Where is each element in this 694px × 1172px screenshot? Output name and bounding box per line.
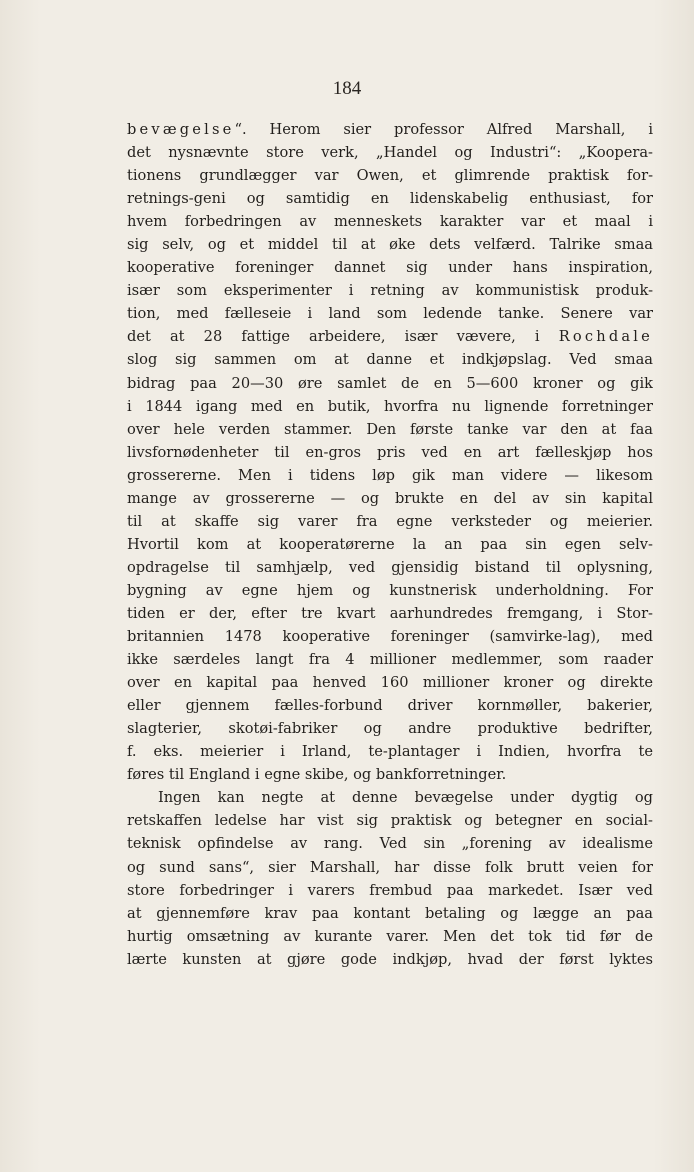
text-line: f. eks. meierier i Irland, te-plantager i Indien, hvorfra te (127, 743, 653, 761)
text-line (127, 325, 653, 348)
text-line: over en kapital paa henved 160 millioner kroner og direkte (127, 674, 653, 692)
text-line: tionens grundlægger var Owen, et glimrende praktisk for- (127, 167, 653, 185)
text-line: eller gjennem fælles-forbund driver kornmøller, bakerier, (127, 697, 653, 715)
line-text: det at 28 fattige arbeidere, især vævere, i (127, 328, 540, 346)
text-line: og sund sans“, sier Marshall, har disse folk brutt veien for (127, 858, 653, 876)
text-line: teknisk opfindelse av rang. Ved sin „forening av idealisme (127, 835, 653, 853)
text-line (127, 118, 653, 141)
text-line: Ingen kan negte at denne bevægelse under dygtig og (158, 789, 653, 807)
text-line: at gjennemføre krav paa kontant betaling og lægge an paa (127, 904, 653, 922)
text-line: tiden er der, efter tre kvart aarhundredes fremgang, i Stor- (127, 604, 653, 622)
line-text: “. Herom sier professor Alfred Marshall, i (234, 121, 653, 138)
text-line: det nysnævnte store verk, „Handel og Industri“: „Koopera- (127, 144, 653, 162)
text-line: slog sig sammen om at danne et indkjøpslag. Ved smaa (127, 351, 653, 369)
text-line: ikke særdeles langt fra 4 millioner medlemmer, som raader (127, 651, 653, 669)
text-line: lærte kunsten at gjøre gode indkjøp, hvad der først lyktes (127, 950, 653, 968)
text-line: over hele verden stammer. Den første tanke var den at faa (127, 420, 653, 438)
body-text (127, 118, 653, 971)
text-line: retnings-geni og samtidig en lidenskabelig enthusiast, for (127, 190, 653, 208)
paragraph-1 (127, 118, 653, 786)
text-line: opdragelse til samhjælp, ved gjensidig bistand til oplysning, (127, 558, 653, 576)
text-line: bygning av egne hjem og kunstnerisk underholdning. For (127, 581, 653, 599)
spaced-word: bevægelse (127, 121, 235, 138)
text-line: sig selv, og et middel til at øke dets velfærd. Talrike smaa (127, 236, 653, 254)
text-line: hvem forbedringen av menneskets karakter var et maal i (127, 213, 653, 231)
text-line: kooperative foreninger dannet sig under hans inspiration, (127, 259, 653, 277)
text-line: mange av grossererne — og brukte en del av sin kapital (127, 489, 653, 507)
paragraph-2 (127, 786, 653, 970)
text-line: grossererne. Men i tidens løp gik man videre — likesom (127, 466, 653, 484)
text-line: store forbedringer i varers frembud paa markedet. Især ved (127, 881, 653, 899)
page-number: 184 (332, 78, 362, 99)
text-line: Hvortil kom at kooperatørerne la an paa sin egen selv- (127, 535, 653, 553)
text-line: tion, med fælleseie i land som ledende tanke. Senere var (127, 305, 653, 323)
text-line: hurtig omsætning av kurante varer. Men det tok tid før de (127, 927, 653, 945)
text-line: slagterier, skotøi-fabriker og andre produktive bedrifter, (127, 720, 653, 738)
text-line: livsfornødenheter til en-gros pris ved en art fælleskjøp hos (127, 443, 653, 461)
text-line: retskaffen ledelse har vist sig praktisk og betegner en social- (127, 812, 653, 830)
spaced-word: Rochdale (558, 328, 653, 346)
text-line: føres til England i egne skibe, og bankforretninger. (127, 766, 507, 784)
text-line: i 1844 igang med en butik, hvorfra nu lignende forretninger (127, 397, 653, 415)
text-line: britannien 1478 kooperative foreninger (samvirke-lag), med (127, 628, 653, 646)
text-line: bidrag paa 20—30 øre samlet de en 5—600 kroner og gik (127, 374, 653, 392)
text-line: til at skaffe sig varer fra egne verksteder og meierier. (127, 512, 653, 530)
text-line: især som eksperimenter i retning av kommunistisk produk- (127, 282, 653, 300)
